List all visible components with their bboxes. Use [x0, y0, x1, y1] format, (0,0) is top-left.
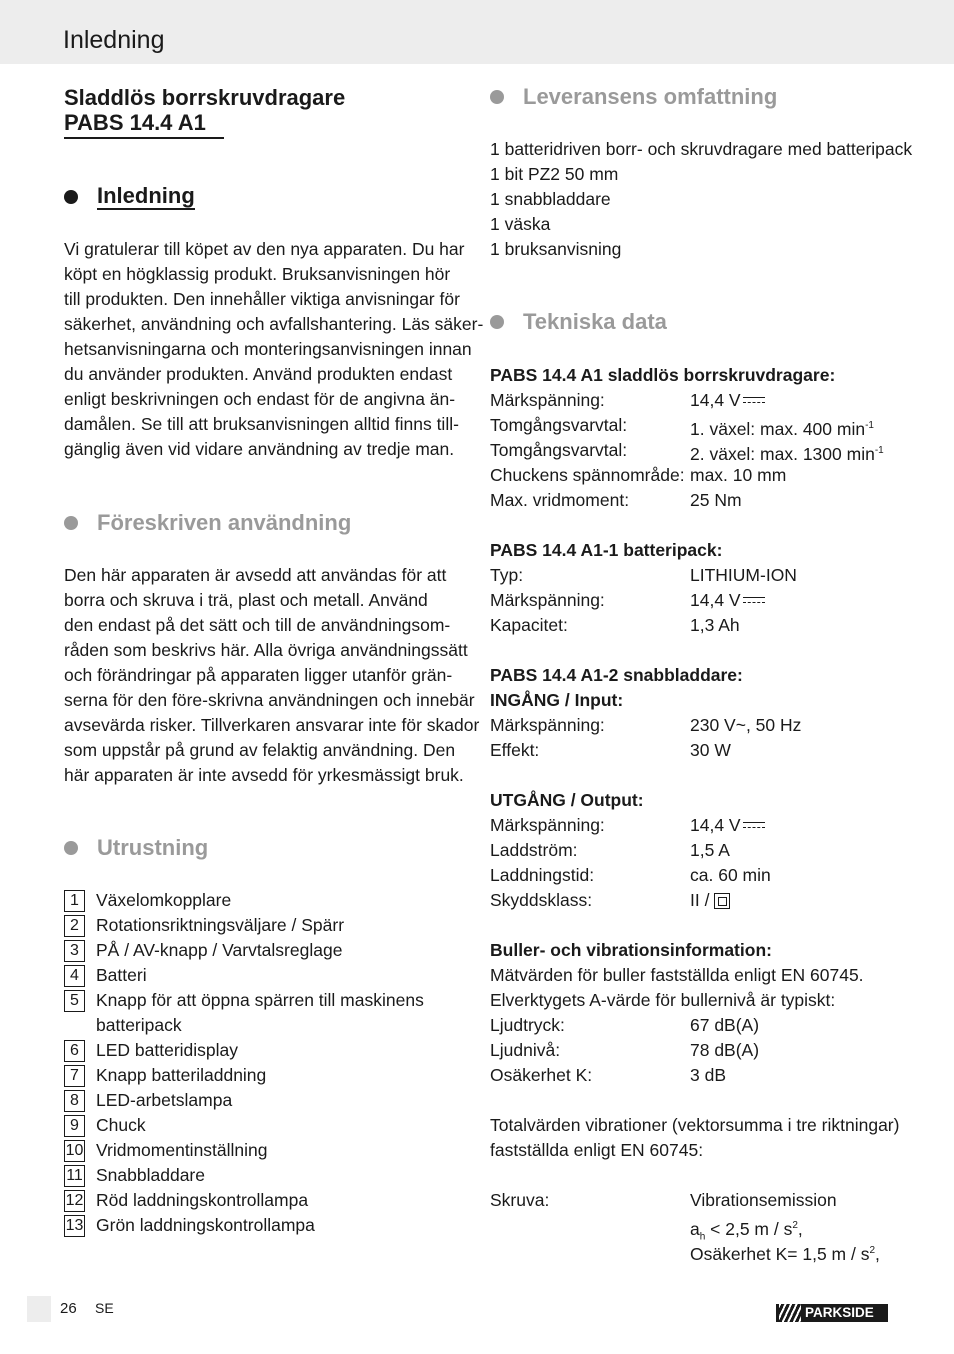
spec-label: Skyddsklass: [490, 890, 593, 910]
spec-row [490, 463, 910, 488]
list-item [64, 963, 147, 988]
spec-label: Kapacitet: [490, 615, 568, 635]
intro-paragraph [64, 237, 483, 462]
bullet-dot-icon [64, 190, 78, 204]
list-item [64, 888, 232, 913]
spec-label: Märkspänning: [490, 715, 605, 735]
dc-symbol-icon [743, 397, 765, 405]
intended-use-paragraph [64, 563, 479, 788]
part-number-box: 10 [64, 1140, 85, 1162]
spec-value: 1. växel: max. 400 min [690, 418, 866, 439]
spec-row [490, 813, 910, 838]
text-line: här apparaten är inte avsedd för yrkesmässigt bruk. [64, 765, 464, 785]
part-label: Knapp för att öppna spärren till maskinens [96, 990, 424, 1010]
spec-value: 78 dB(A) [690, 1040, 760, 1060]
list-item: 1 bit PZ2 50 mm [490, 164, 619, 184]
spec-row [490, 738, 910, 763]
page-number: 26 [60, 1300, 77, 1317]
product-title-line1: Sladdlös borrskruvdragare [64, 85, 346, 110]
spec-label: Effekt: [490, 740, 540, 760]
text-line: damålen. Se till att bruksanvisningen alltid finns till- [64, 414, 459, 434]
part-number-box: 5 [64, 990, 85, 1012]
spec-label: Märkspänning: [490, 815, 605, 835]
spec-row [490, 1013, 910, 1038]
text-line: Den här apparaten är avsedd att användas för att [64, 565, 447, 585]
part-number-box: 13 [64, 1215, 85, 1237]
text-line: och förändringar på apparaten ligger utanför grän- [64, 665, 453, 685]
list-item [64, 1088, 233, 1113]
spec-row [490, 863, 910, 888]
spec-value: 1,3 Ah [690, 615, 740, 635]
text-line: gänglig även vid vidare användning av tredje man. [64, 439, 455, 459]
spec-row [490, 588, 910, 613]
input-spec-title: INGÅNG / Input: [490, 690, 624, 710]
spec-row [490, 1188, 910, 1213]
superscript: -1 [874, 445, 884, 456]
bullet-dot-icon [64, 841, 78, 855]
spec-label: Tomgångsvarvtal: [490, 415, 628, 435]
bullet-dot-icon [490, 90, 504, 104]
bullet-dot-icon [64, 516, 78, 530]
section-heading-tech [490, 309, 667, 335]
spec-value: 14,4 V [690, 815, 741, 835]
part-label: Grön laddningskontrollampa [96, 1215, 315, 1235]
list-item [64, 1138, 268, 1163]
product-title-underline [64, 137, 224, 139]
spec-value [690, 1238, 880, 1267]
spec-value: 3 dB [690, 1065, 726, 1085]
spec-label: Laddningstid: [490, 865, 595, 885]
text-line: borra och skruva i trä, plast och metall. Använd [64, 590, 428, 610]
superscript: 2 [792, 1220, 798, 1231]
part-label: Knapp batteriladdning [96, 1065, 267, 1085]
spec-value: LITHIUM-ION [690, 565, 797, 585]
spec-value: 2. växel: max. 1300 min [690, 443, 875, 464]
spec-row [490, 1063, 910, 1088]
text-line: Mätvärden för buller fastställda enligt EN 60745. [490, 965, 864, 985]
bullet-dot-icon [490, 315, 504, 329]
spec-row [490, 613, 910, 638]
part-label: Chuck [96, 1115, 146, 1135]
product-title-line2: PABS 14.4 A1 [64, 110, 206, 135]
spec-row [490, 388, 910, 413]
text-line: serna för den före-skrivna användningen och innebär [64, 690, 475, 710]
text-line: enligt beskrivningen och endast för de angivna än- [64, 389, 456, 409]
spec-row [490, 888, 910, 913]
text: a [690, 1218, 700, 1239]
spec-label: Ljudnivå: [490, 1040, 561, 1060]
list-item: 1 snabbladdare [490, 189, 611, 209]
heading-text: Tekniska data [523, 309, 667, 334]
brand-name: PARKSIDE [805, 1305, 874, 1320]
part-label: Växelomkopplare [96, 890, 232, 910]
spec-label: Chuckens spännområde: [490, 465, 685, 485]
spec-value: Vibrationsemission [690, 1190, 837, 1210]
spec-label: Märkspänning: [490, 590, 605, 610]
heading-text: Utrustning [97, 835, 209, 860]
section-heading-inledning [64, 184, 195, 210]
list-item: 1 batteridriven borr- och skruvdragare med batteripack [490, 139, 913, 159]
protection-class-ii-icon [714, 893, 730, 909]
superscript: -1 [865, 420, 874, 431]
dc-symbol-icon [743, 597, 765, 605]
battery-spec-title: PABS 14.4 A1-1 batteripack: [490, 540, 723, 560]
heading-text: Leveransens omfattning [523, 84, 778, 109]
part-label: Snabbladdare [96, 1165, 205, 1185]
text-line: till produkten. Den innehåller viktiga anvisningar för [64, 289, 460, 309]
spec-row [490, 413, 910, 438]
drill-spec-title: PABS 14.4 A1 sladdlös borrskruvdragare: [490, 365, 836, 385]
output-spec-title: UTGÅNG / Output: [490, 790, 644, 810]
list-item [64, 988, 424, 1013]
logo-stripes-icon [779, 1304, 801, 1322]
list-item: 1 bruksanvisning [490, 239, 622, 259]
spec-label: Märkspänning: [490, 390, 605, 410]
part-number-box: 3 [64, 940, 85, 962]
spec-row [490, 713, 910, 738]
spec-value: 14,4 V [690, 390, 741, 410]
spec-row [490, 438, 910, 463]
list-item [64, 1213, 315, 1238]
list-item [64, 913, 345, 938]
text-line: Elverktygets A-värde för bullernivå är typiskt: [490, 990, 836, 1010]
text: , [797, 1218, 803, 1239]
footer-marker [27, 1296, 51, 1322]
superscript: 2 [869, 1245, 876, 1256]
text-line: avsevärda risker. Tillverkaren ansvarar inte för skador [64, 715, 480, 735]
spec-value: 1,5 A [690, 840, 730, 860]
part-number-box: 2 [64, 915, 85, 937]
part-label: LED-arbetslampa [96, 1090, 233, 1110]
language-code: SE [95, 1300, 114, 1316]
spec-value: 14,4 V [690, 590, 741, 610]
text-line: hetsanvisningarna och monteringsanvisningen innan [64, 339, 472, 359]
spec-row [490, 563, 910, 588]
noise-spec-title: Buller- och vibrationsinformation: [490, 940, 772, 960]
text-line: som uppstår på grund av felaktig användning. Den [64, 740, 456, 760]
delivery-list [490, 137, 912, 262]
text-line: fastställda enligt EN 60745: [490, 1140, 704, 1160]
spec-label: Typ: [490, 565, 524, 585]
spec-label: Osäkerhet K: [490, 1065, 593, 1085]
spec-value: II / [690, 890, 710, 910]
part-label: PÅ / AV-knapp / Varvtalsreglage [96, 940, 343, 960]
text-line: råden som beskrivs här. Alla övriga användningssätt [64, 640, 468, 660]
spec-row [490, 1038, 910, 1063]
text-line: köpt en högklassig produkt. Bruksanvisningen hör [64, 264, 451, 284]
text-line: du använder produkten. Använd produkten endast [64, 364, 453, 384]
part-number-box: 6 [64, 1040, 85, 1062]
spec-value: ca. 60 min [690, 865, 771, 885]
spec-value: 230 V~, 50 Hz [690, 715, 802, 735]
part-label: LED batteridisplay [96, 1040, 239, 1060]
part-label: batteripack [96, 1015, 182, 1035]
heading-text: Föreskriven användning [97, 510, 352, 535]
list-item [64, 1038, 239, 1063]
text: , [875, 1243, 880, 1264]
dc-symbol-icon [743, 822, 765, 830]
subscript: h [699, 1231, 706, 1243]
section-heading-delivery [490, 84, 777, 110]
part-label: Batteri [96, 965, 147, 985]
spec-value: 25 Nm [690, 490, 742, 510]
text-line: den endast på det sätt och till de användningsom- [64, 615, 451, 635]
spec-row [490, 488, 910, 513]
part-number-box: 9 [64, 1115, 85, 1137]
heading-text: Inledning [97, 183, 195, 208]
spec-label: Ljudtryck: [490, 1015, 565, 1035]
list-item: 1 väska [490, 214, 551, 234]
part-label: Röd laddningskontrollampa [96, 1190, 309, 1210]
list-item [64, 1163, 205, 1188]
part-number-box: 1 [64, 890, 85, 912]
spec-value: max. 10 mm [690, 465, 787, 485]
part-number-box: 11 [64, 1165, 85, 1187]
part-number-box: 7 [64, 1065, 85, 1087]
charger-spec-title: PABS 14.4 A1-2 snabbladdare: [490, 665, 743, 685]
spec-label: Laddström: [490, 840, 578, 860]
part-number-box: 8 [64, 1090, 85, 1112]
spec-value: 67 dB(A) [690, 1015, 760, 1035]
section-heading-equipment [64, 835, 208, 861]
part-number-box: 4 [64, 965, 85, 987]
list-item [64, 1063, 267, 1088]
equipment-list [64, 888, 469, 1248]
text-line: Vi gratulerar till köpet av den nya apparaten. Du har [64, 239, 465, 259]
section-heading-intended-use [64, 510, 351, 536]
brand-logo [776, 1304, 888, 1322]
part-number-box: 12 [64, 1190, 85, 1212]
text: < 2,5 m / s [705, 1218, 793, 1239]
spec-label: Tomgångsvarvtal: [490, 440, 628, 460]
spec-label: Skruva: [490, 1190, 550, 1210]
spec-row [490, 838, 910, 863]
text-line: säkerhet, användning och avfallshantering. Läs säker- [64, 314, 484, 334]
page-header-title: Inledning [63, 26, 165, 54]
text-line: Totalvärden vibrationer (vektorsumma i tre riktningar) [490, 1115, 900, 1135]
list-item [64, 938, 343, 963]
list-item [64, 1113, 146, 1138]
part-label: Rotationsriktningsväljare / Spärr [96, 915, 345, 935]
list-item [64, 1188, 309, 1213]
spec-label: Max. vridmoment: [490, 490, 630, 510]
spec-value: 30 W [690, 740, 731, 760]
part-label: Vridmomentinställning [96, 1140, 268, 1160]
text: Osäkerhet K= 1,5 m / s [690, 1243, 870, 1264]
